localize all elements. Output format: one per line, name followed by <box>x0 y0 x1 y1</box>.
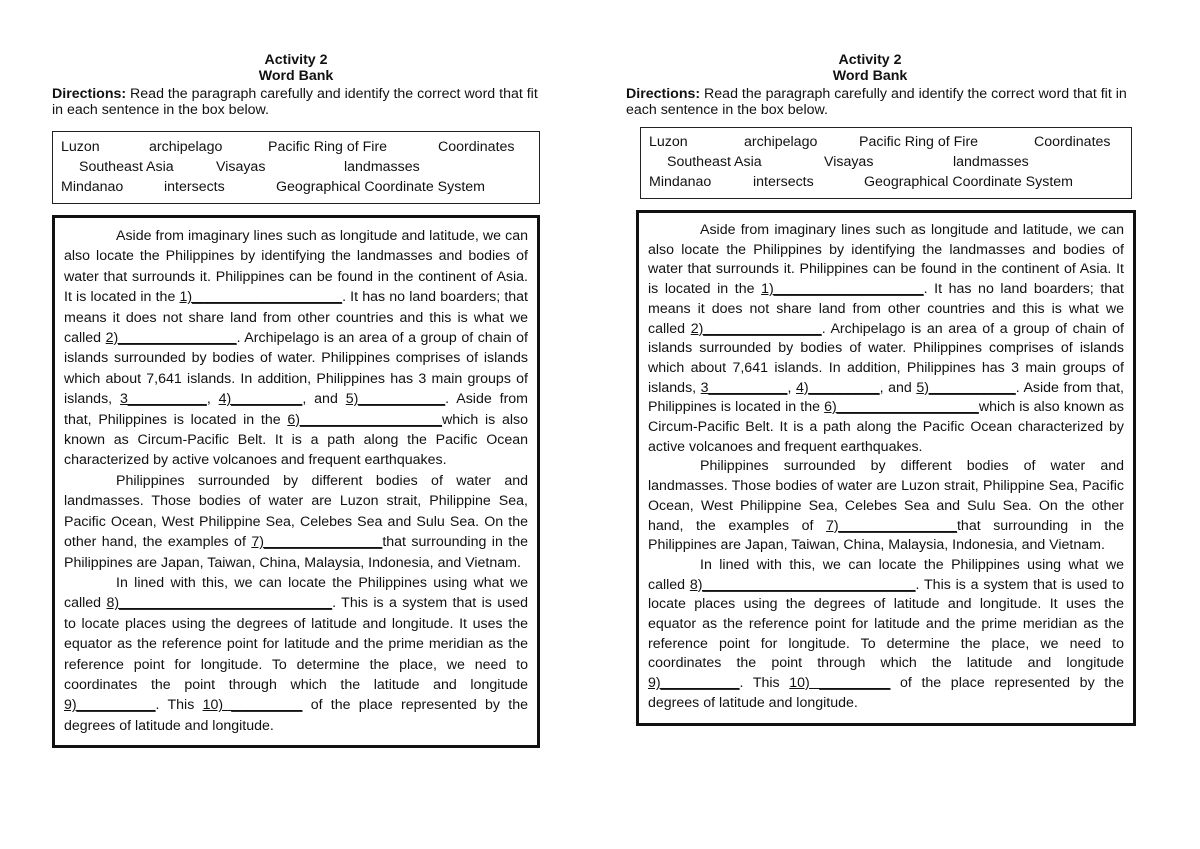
blank-4: 4)_________ <box>795 379 880 396</box>
word-bank-item: Coordinates <box>438 139 515 155</box>
directions <box>52 86 540 118</box>
word-bank-row <box>61 157 531 177</box>
paragraph-box <box>52 215 540 748</box>
paragraph-text: Aside from imaginary lines such as longitude and latitude, we can also locate the Philippines by identifying the landmasses and bodies of water that surrounds it. Philippines can be found in the continent of Asia. It is located in the <box>648 222 1124 298</box>
blank-6: 6)__________________ <box>287 411 442 428</box>
blank-7: 7)_______________ <box>826 517 957 534</box>
word-bank-item: Geographical Coordinate System <box>276 179 485 195</box>
paragraph-text: . This is a system that is used to locate places using the degrees of latitude and longitude. It uses the equator as the reference point for latitude and the prime meridian as the reference point for longitude. To determine the place, we need to coordinates the point through which the latitude and longitude <box>64 595 528 693</box>
paragraph-text: that surrounding in the Philippines are Japan, Taiwan, China, Malaysia, Indonesia, and Vietnam. <box>64 534 528 571</box>
paragraph-text: . It has no land boarders; that means it does not share land from other countries and this is what we called <box>64 289 528 347</box>
blank-10: 10) _________ <box>789 675 891 692</box>
paragraph-text: . This <box>155 697 203 714</box>
blank-1: 1)___________________ <box>179 289 343 306</box>
paragraph-text: . Aside from that, Philippines is located in the <box>64 391 529 428</box>
word-bank-heading: Word Bank <box>258 68 334 84</box>
directions <box>626 86 1156 118</box>
paragraph-2 <box>64 471 528 573</box>
blank-9: 9)__________ <box>64 697 156 714</box>
activity-title: Activity 2 <box>264 52 328 68</box>
blank-2: 2)_______________ <box>105 330 237 347</box>
paragraph-text: In lined with this, we can locate the Philippines using what we called <box>648 556 1124 593</box>
word-bank-box <box>52 131 540 204</box>
blank-6: 6)__________________ <box>824 399 979 416</box>
paragraph-text: Philippines surrounded by different bodies of water and landmasses. Those bodies of water are Luzon strait, Philippine Sea, Pacific Ocean, West Philippine Sea, Celebes Sea and Sulu Sea. On the other hand, the examples of <box>64 472 528 551</box>
paragraph-text: which is also known as Circum-Pacific Belt. It is a path along the Pacific Ocean characterized by active volcanoes and frequent earthquakes. <box>648 399 1124 455</box>
blank-7: 7)_______________ <box>251 534 383 551</box>
word-bank-item: Mindanao <box>649 174 712 190</box>
word-bank-item: Pacific Ring of Fire <box>859 134 979 150</box>
paragraph-text: of the place represented by the degrees of latitude and longitude. <box>64 697 529 734</box>
word-bank-row <box>649 172 1123 192</box>
word-bank-item: Pacific Ring of Fire <box>268 139 388 155</box>
activity-sheet-right <box>626 52 1127 726</box>
paragraph-text: , <box>206 391 219 408</box>
blank-10: 10) _________ <box>202 697 303 714</box>
word-bank-item: intersects <box>753 174 814 190</box>
blank-8: 8)___________________________ <box>689 576 916 593</box>
paragraph-text: , and <box>302 391 346 408</box>
paragraph-text: of the place represented by the degrees of latitude and longitude. <box>648 675 1125 711</box>
directions-label: Directions: <box>626 86 701 102</box>
word-bank-row <box>649 132 1123 152</box>
directions-text: Read the paragraph carefully and identify the correct word that fit in each sentence in the box below. <box>626 86 1127 118</box>
word-bank-box <box>640 127 1132 199</box>
paragraph-text: Aside from imaginary lines such as longitude and latitude, we can also locate the Philippines by identifying the landmasses and bodies of water that surrounds it. Philippines can be found in the continent of Asia. It is located in the <box>64 228 528 306</box>
blank-5: 5)___________ <box>916 379 1016 396</box>
paragraph-text: , and <box>879 379 917 396</box>
paragraph-text: that surrounding in the Philippines are Japan, Taiwan, China, Malaysia, Indonesia, and Vietnam. <box>648 517 1125 554</box>
paragraph-box <box>636 210 1136 726</box>
activity-sheet-left <box>52 52 540 748</box>
blank-1: 1)___________________ <box>761 281 924 298</box>
word-bank-item: Luzon <box>61 139 100 155</box>
paragraph-3 <box>64 573 528 736</box>
paragraph-text: . Archipelago is an area of a group of chain of islands surrounded by bodies of water. Philippines comprises of islands which about 7,641 islands. In addition, Philippines has 3 main groups of islands, <box>648 320 1124 396</box>
paragraph-text: . Archipelago is an area of a group of chain of islands surrounded by bodies of water. Philippines comprises of islands which about 7,641 islands. In addition, Philippines has 3 main groups of islands, <box>64 330 528 408</box>
paragraph-text: which is also known as Circum-Pacific Belt. It is a path along the Pacific Ocean characterized by active volcanoes and frequent earthquakes. <box>64 411 528 469</box>
paragraph-text: . Aside from that, Philippines is located in the <box>648 379 1125 416</box>
word-bank-item: landmasses <box>953 154 1029 170</box>
blank-8: 8)___________________________ <box>106 595 333 612</box>
word-bank-row <box>61 177 531 197</box>
word-bank-item: Mindanao <box>61 179 124 195</box>
paragraph-text: , <box>787 379 796 396</box>
blank-4: 4)_________ <box>218 391 303 408</box>
word-bank-item: landmasses <box>344 159 420 175</box>
directions-text: Read the paragraph carefully and identify the correct word that fit in each sentence in the box below. <box>52 86 538 118</box>
paragraph-3 <box>648 556 1124 714</box>
word-bank-item: archipelago <box>149 139 223 155</box>
blank-3: 3__________ <box>700 379 788 396</box>
word-bank-item: Southeast Asia <box>79 159 174 175</box>
word-bank-item: Coordinates <box>1034 134 1111 150</box>
paragraph-1 <box>648 221 1124 457</box>
word-bank-row <box>649 152 1123 172</box>
blank-9: 9)__________ <box>648 675 740 692</box>
word-bank-item: Luzon <box>649 134 688 150</box>
word-bank-item: Geographical Coordinate System <box>864 174 1073 190</box>
paragraph-text: . It has no land boarders; that means it does not share land from other countries and this is what we called <box>648 281 1124 337</box>
word-bank-item: intersects <box>164 179 225 195</box>
word-bank-item: Visayas <box>824 154 874 170</box>
paragraph-text: . This is a system that is used to locate places using the degrees of latitude and longitude. It uses the equator as the reference point for latitude and the prime meridian as the reference point for longitude. To determine the place, we need to coordinates the point through which the latitude and longitude <box>648 576 1124 672</box>
paragraph-text: . This <box>739 675 790 692</box>
word-bank-heading: Word Bank <box>832 68 908 84</box>
activity-title: Activity 2 <box>838 52 902 68</box>
paragraph-text: In lined with this, we can locate the Philippines using what we called <box>64 574 528 612</box>
blank-5: 5)___________ <box>345 391 446 408</box>
word-bank-item: Visayas <box>216 159 266 175</box>
blank-2: 2)_______________ <box>690 320 822 337</box>
word-bank-item: archipelago <box>744 134 818 150</box>
blank-3: 3__________ <box>120 391 207 408</box>
paragraph-1 <box>64 226 528 471</box>
paragraph-text: Philippines surrounded by different bodies of water and landmasses. Those bodies of water are Luzon strait, Philippine Sea, Pacific Ocean, West Philippine Sea, Celebes Sea and Sulu Sea. On the other hand, the examples of <box>648 458 1124 534</box>
word-bank-item: Southeast Asia <box>667 154 762 170</box>
paragraph-2 <box>648 457 1124 556</box>
directions-label: Directions: <box>52 86 127 102</box>
word-bank-row <box>61 137 531 157</box>
